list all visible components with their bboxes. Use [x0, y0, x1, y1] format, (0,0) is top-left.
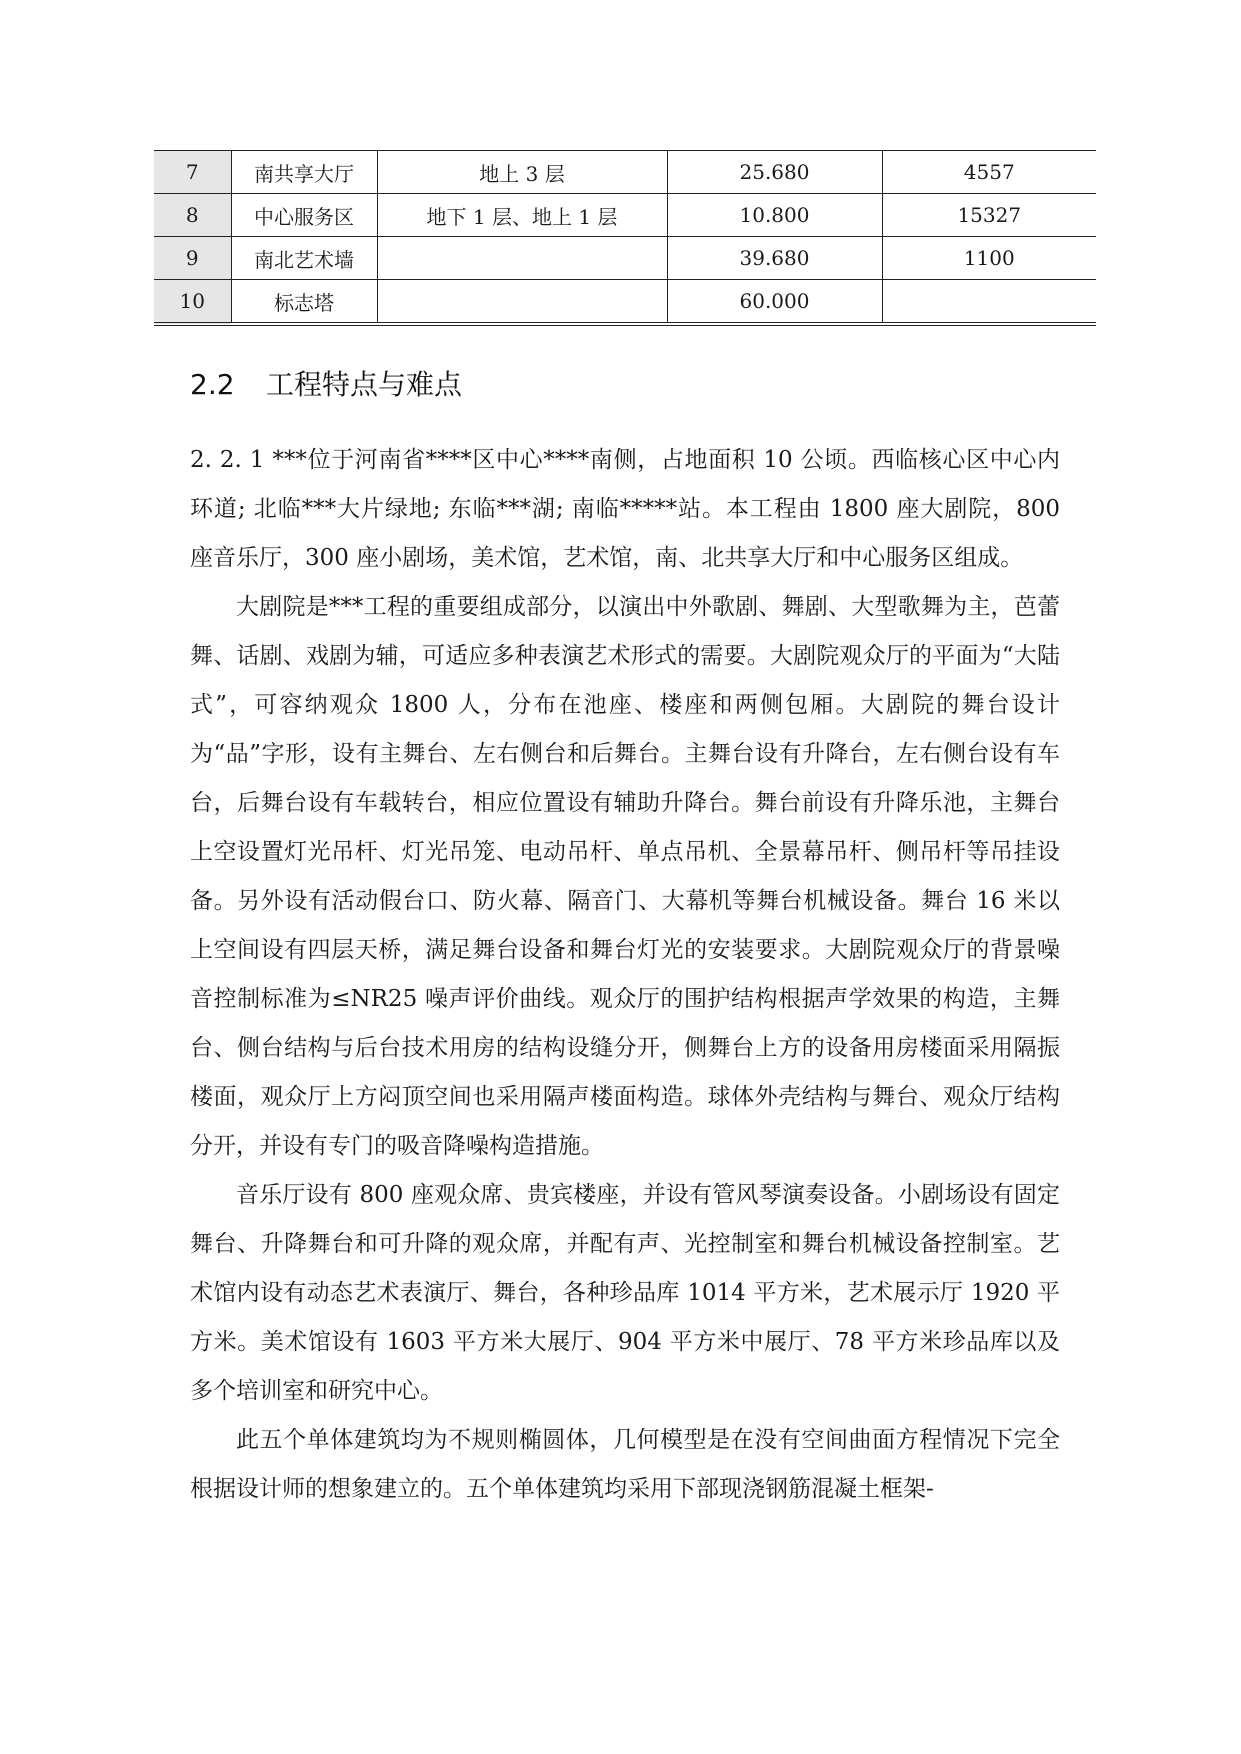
building-floors	[377, 237, 667, 280]
row-number: 9	[154, 237, 231, 280]
section-title: 工程特点与难点	[266, 368, 463, 401]
building-height: 25.680	[667, 151, 882, 194]
building-height: 10.800	[667, 194, 882, 237]
building-table	[154, 150, 1096, 326]
paragraph-grand-theater: 大剧院是***工程的重要组成部分，以演出中外歌剧、舞剧、大型歌舞为主，芭蕾舞、话剧、戏剧为辅，可适应多种表演艺术形式的需要。大剧院观众厅的平面为“大陆式”，可容纳观众 1800 人，分布在池座、楼座和两侧包厢。大剧院的舞台设计为“品”字形，设有主舞台、左右侧台和后舞台。主舞台设有升降台，左右侧台设有车台，后舞台设有车载转台，相应位置设有辅助升降台。舞台前设有升降乐池，主舞台上空设置灯光吊杆、灯光吊笼、电动吊杆、单点吊机、全景幕吊杆、侧吊杆等吊挂设备。另外设有活动假台口、防火幕、隔音门、大幕机等舞台机械设备。舞台 16 米以上空间设有四层天桥，满足舞台设备和舞台灯光的安装要求。大剧院观众厅的背景噪音控制标准为≤NR25 噪声评价曲线。观众厅的围护结构根据声学效果的构造，主舞台、侧台结构与后台技术用房的结构设缝分开，侧舞台上方的设备用房楼面采用隔振楼面，观众厅上方闷顶空间也采用隔声楼面构造。球体外壳结构与舞台、观众厅结构分开，并设有专门的吸音降噪构造措施。	[190, 594, 1060, 1159]
building-height: 39.680	[667, 237, 882, 280]
table-row	[154, 194, 1096, 237]
building-area: 15327	[882, 194, 1096, 237]
paragraph-overview: 2. 2. 1 ***位于河南省****区中心****南侧，占地面积 10 公顷。西临核心区中心内环道; 北临***大片绿地; 东临***湖; 南临*****站。本工程由 1800 座大剧院，800 座音乐厅，300 座小剧场，美术馆，艺术馆，南、北共享大厅和中心服务区组成。	[190, 447, 1060, 571]
table-row	[154, 151, 1096, 194]
building-height: 60.000	[667, 280, 882, 325]
paragraph-concert-hall: 音乐厅设有 800 座观众席、贵宾楼座，并设有管风琴演奏设备。小剧场设有固定舞台、升降舞台和可升降的观众席，并配有声、光控制室和舞台机械设备控制室。艺术馆内设有动态艺术表演厅、舞台，各种珍品库 1014 平方米，艺术展示厅 1920 平方米。美术馆设有 1603 平方米大展厅、904 平方米中展厅、78 平方米珍品库以及多个培训室和研究中心。	[190, 1182, 1060, 1404]
building-name: 中心服务区	[231, 194, 377, 237]
row-number: 8	[154, 194, 231, 237]
section-number: 2.2	[190, 368, 235, 401]
building-area: 1100	[882, 237, 1096, 280]
table-row	[154, 237, 1096, 280]
building-name: 标志塔	[231, 280, 377, 325]
section-heading	[190, 363, 462, 403]
row-number: 10	[154, 280, 231, 325]
building-area	[882, 280, 1096, 325]
building-name: 南北艺术墙	[231, 237, 377, 280]
paragraph-structure: 此五个单体建筑均为不规则椭圆体，几何模型是在没有空间曲面方程情况下完全根据设计师的想象建立的。五个单体建筑均采用下部现浇钢筋混凝土框架-	[190, 1427, 1060, 1502]
table-row	[154, 280, 1096, 325]
building-area: 4557	[882, 151, 1096, 194]
building-floors: 地下 1 层、地上 1 层	[377, 194, 667, 237]
building-floors	[377, 280, 667, 325]
row-number: 7	[154, 151, 231, 194]
building-floors: 地上 3 层	[377, 151, 667, 194]
building-name: 南共享大厅	[231, 151, 377, 194]
body-text	[190, 436, 1060, 1514]
